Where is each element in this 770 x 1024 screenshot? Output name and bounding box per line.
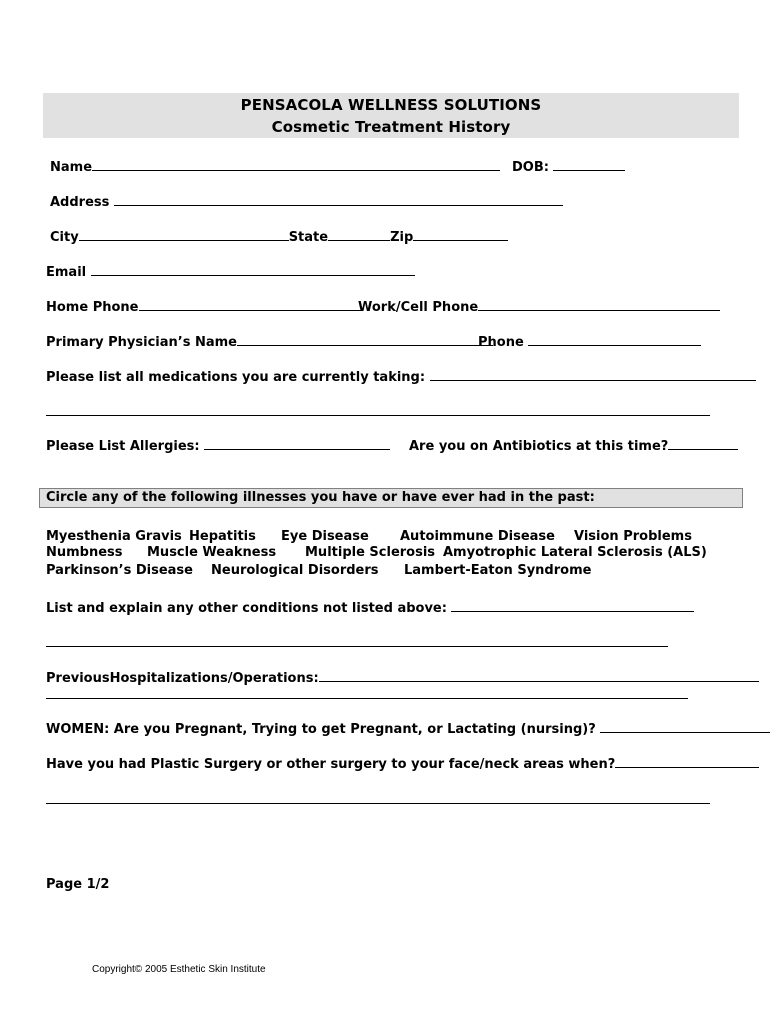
women-row — [46, 719, 770, 737]
hospitalizations-label: PreviousHospitalizations/Operations: — [46, 671, 319, 686]
allergies-field[interactable] — [204, 436, 390, 450]
hospitalizations-row — [46, 668, 759, 686]
illness-instruction: Circle any of the following illnesses you have or have ever had in the past: — [46, 490, 595, 505]
illness-option[interactable]: Hepatitis — [189, 529, 256, 544]
other-conditions-label: List and explain any other conditions not listed above: — [46, 601, 447, 616]
physician-phone-label: Phone — [478, 335, 524, 350]
plastic-surgery-line-2[interactable] — [46, 803, 710, 804]
state-label: State — [288, 230, 329, 245]
organization-name: PENSACOLA WELLNESS SOLUTIONS — [240, 96, 542, 114]
medications-label: Please list all medications you are currently taking: — [46, 370, 426, 385]
document-title: Cosmetic Treatment History — [271, 118, 511, 136]
antibiotics-row — [409, 436, 738, 454]
work-cell-phone-label: Work/Cell Phone — [358, 300, 479, 315]
page-number: Page 1/2 — [46, 877, 110, 892]
city-field[interactable] — [79, 227, 289, 241]
name-field[interactable] — [92, 157, 500, 171]
medications-line-2[interactable] — [46, 415, 710, 416]
physician-label: Primary Physician’s Name — [46, 335, 237, 350]
home-phone-row — [46, 297, 361, 315]
other-conditions-field[interactable] — [451, 598, 694, 612]
state-field[interactable] — [328, 227, 390, 241]
zip-label: Zip — [390, 230, 414, 245]
plastic-surgery-question: Have you had Plastic Surgery or other surgery to your face/neck areas when? — [46, 757, 616, 772]
illness-option[interactable]: Vision Problems — [574, 529, 692, 544]
antibiotics-label: Are you on Antibiotics at this time? — [409, 439, 669, 454]
work-cell-phone-field[interactable] — [478, 297, 720, 311]
medications-row — [46, 367, 756, 385]
address-label: Address — [50, 195, 110, 210]
physician-field[interactable] — [237, 332, 493, 346]
physician-phone-field[interactable] — [528, 332, 701, 346]
physician-phone-row — [478, 332, 701, 350]
allergies-row — [46, 436, 390, 454]
medications-field[interactable] — [430, 367, 756, 381]
antibiotics-field[interactable] — [668, 436, 738, 450]
city-row — [50, 227, 508, 245]
illness-option[interactable]: Muscle Weakness — [147, 545, 277, 560]
name-label: Name — [50, 160, 93, 175]
illness-option[interactable]: Amyotrophic Lateral Sclerosis (ALS) — [443, 545, 707, 560]
city-label: City — [50, 230, 79, 245]
name-row — [50, 157, 500, 175]
illness-instruction-box — [39, 488, 743, 508]
illness-option[interactable]: Parkinson’s Disease — [46, 563, 193, 578]
women-field[interactable] — [600, 719, 770, 733]
zip-field[interactable] — [413, 227, 508, 241]
email-field[interactable] — [91, 262, 415, 276]
dob-label: DOB: — [512, 160, 549, 175]
allergies-label: Please List Allergies: — [46, 439, 200, 454]
email-label: Email — [46, 265, 87, 280]
address-row — [50, 192, 563, 210]
dob-row — [512, 157, 625, 175]
work-phone-row — [358, 297, 720, 315]
illness-option[interactable]: Numbness — [46, 545, 123, 560]
address-field[interactable] — [114, 192, 563, 206]
illness-option[interactable]: Eye Disease — [281, 529, 369, 544]
hospitalizations-field[interactable] — [319, 668, 759, 682]
women-question: WOMEN: Are you Pregnant, Trying to get Pregnant, or Lactating (nursing)? — [46, 722, 596, 737]
other-conditions-line-2[interactable] — [46, 646, 668, 647]
illness-option[interactable]: Neurological Disorders — [211, 563, 379, 578]
illness-option[interactable]: Autoimmune Disease — [400, 529, 555, 544]
home-phone-label: Home Phone — [46, 300, 139, 315]
dob-field[interactable] — [553, 157, 625, 171]
plastic-surgery-row — [46, 754, 759, 772]
home-phone-field[interactable] — [139, 297, 361, 311]
illness-option[interactable]: Lambert-Eaton Syndrome — [404, 563, 592, 578]
illness-option[interactable]: Multiple Sclerosis — [305, 545, 436, 560]
form-header — [43, 93, 739, 138]
other-conditions-row — [46, 598, 694, 616]
physician-row — [46, 332, 493, 350]
plastic-surgery-field[interactable] — [615, 754, 759, 768]
copyright: Copyright© 2005 Esthetic Skin Institute — [92, 964, 266, 975]
illness-option[interactable]: Myesthenia Gravis — [46, 529, 182, 544]
hospitalizations-line-2[interactable] — [46, 698, 688, 699]
email-row — [46, 262, 415, 280]
